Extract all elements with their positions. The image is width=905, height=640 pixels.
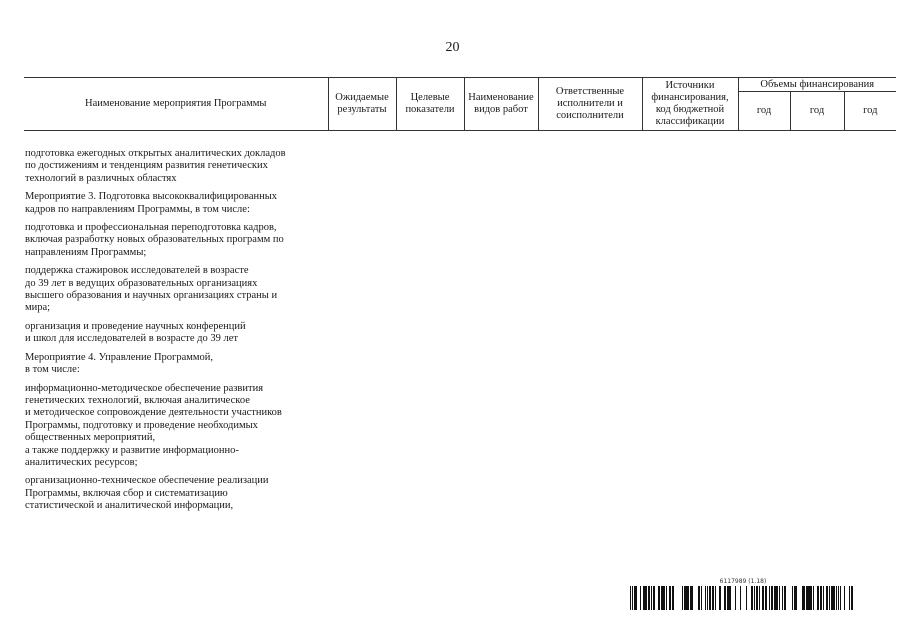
header-work-types: Наименование видов работ xyxy=(464,78,538,131)
text-line: а также поддержку и развитие информационно- xyxy=(25,444,239,456)
text-line: и школ для исследователей в возрасте до 39 лет xyxy=(25,333,238,345)
text-line: до 39 лет в ведущих образовательных организациях xyxy=(25,277,258,289)
text-line: мира; xyxy=(25,302,51,314)
text-line: статистической и аналитической информации, xyxy=(25,500,234,512)
text-paragraph xyxy=(25,222,345,259)
text-paragraph xyxy=(25,475,345,512)
text-line: кадров по направлениям Программы, в том числе: xyxy=(25,203,250,215)
text-line: в том числе: xyxy=(25,364,80,376)
barcode-bars xyxy=(630,586,856,610)
text-line: аналитических ресурсов; xyxy=(25,456,138,468)
barcode xyxy=(630,578,856,612)
text-paragraph xyxy=(25,352,345,377)
text-paragraph xyxy=(25,148,345,185)
header-expected-results: Ожидаемые результаты xyxy=(328,78,396,131)
text-line: генетических технологий, включая аналитическое xyxy=(25,394,250,406)
text-line: поддержка стажировок исследователей в возрасте xyxy=(25,265,249,277)
header-year-1: год xyxy=(738,92,790,131)
barcode-number: 6117989 (1.18) xyxy=(719,578,767,585)
program-table-header xyxy=(24,77,896,131)
header-funding-volumes: Объемы финансирования xyxy=(738,78,896,92)
text-line: подготовка ежегодных открытых аналитических докладов xyxy=(25,148,286,159)
text-line: технологий в различных областях xyxy=(25,172,177,184)
text-line: организационно-техническое обеспечение реализации xyxy=(25,475,269,487)
text-line: и методическое сопровождение деятельности участников xyxy=(25,407,282,419)
page-number: 20 xyxy=(445,40,460,55)
text-line: высшего образования и научных организациях страны и xyxy=(25,290,278,302)
text-line: Программы, подготовку и проведение необходимых xyxy=(25,419,258,431)
text-line: организация и проведение научных конференций xyxy=(25,320,246,332)
header-funding-sources: Источники финансирования, код бюджетной классификации xyxy=(642,78,738,131)
header-responsible: Ответственные исполнители и соисполнители xyxy=(538,78,642,131)
text-line: общественных мероприятий, xyxy=(25,432,156,444)
text-paragraph xyxy=(25,191,345,216)
header-target-indicators: Целевые показатели xyxy=(396,78,464,131)
text-paragraph xyxy=(25,383,345,470)
text-line: Мероприятие 3. Подготовка высококвалифицированных xyxy=(25,191,278,203)
text-line: по достижениям и тенденциям развития генетических xyxy=(25,160,268,172)
text-line: Программы, включая сбор и систематизацию xyxy=(25,487,228,499)
header-year-3: год xyxy=(844,92,896,131)
text-paragraph xyxy=(25,265,345,315)
text-line: включая разработку новых образовательных программ по xyxy=(25,234,284,246)
header-event-name: Наименование мероприятия Программы xyxy=(24,78,328,131)
text-line: подготовка и профессиональная переподготовка кадров, xyxy=(25,222,277,234)
header-year-2: год xyxy=(790,92,844,131)
text-paragraph xyxy=(25,321,345,346)
text-line: направлениям Программы; xyxy=(25,246,147,258)
text-line: Мероприятие 4. Управление Программой, xyxy=(25,351,214,363)
program-events-text xyxy=(25,148,345,519)
text-line: информационно-методическое обеспечение развития xyxy=(25,382,264,394)
